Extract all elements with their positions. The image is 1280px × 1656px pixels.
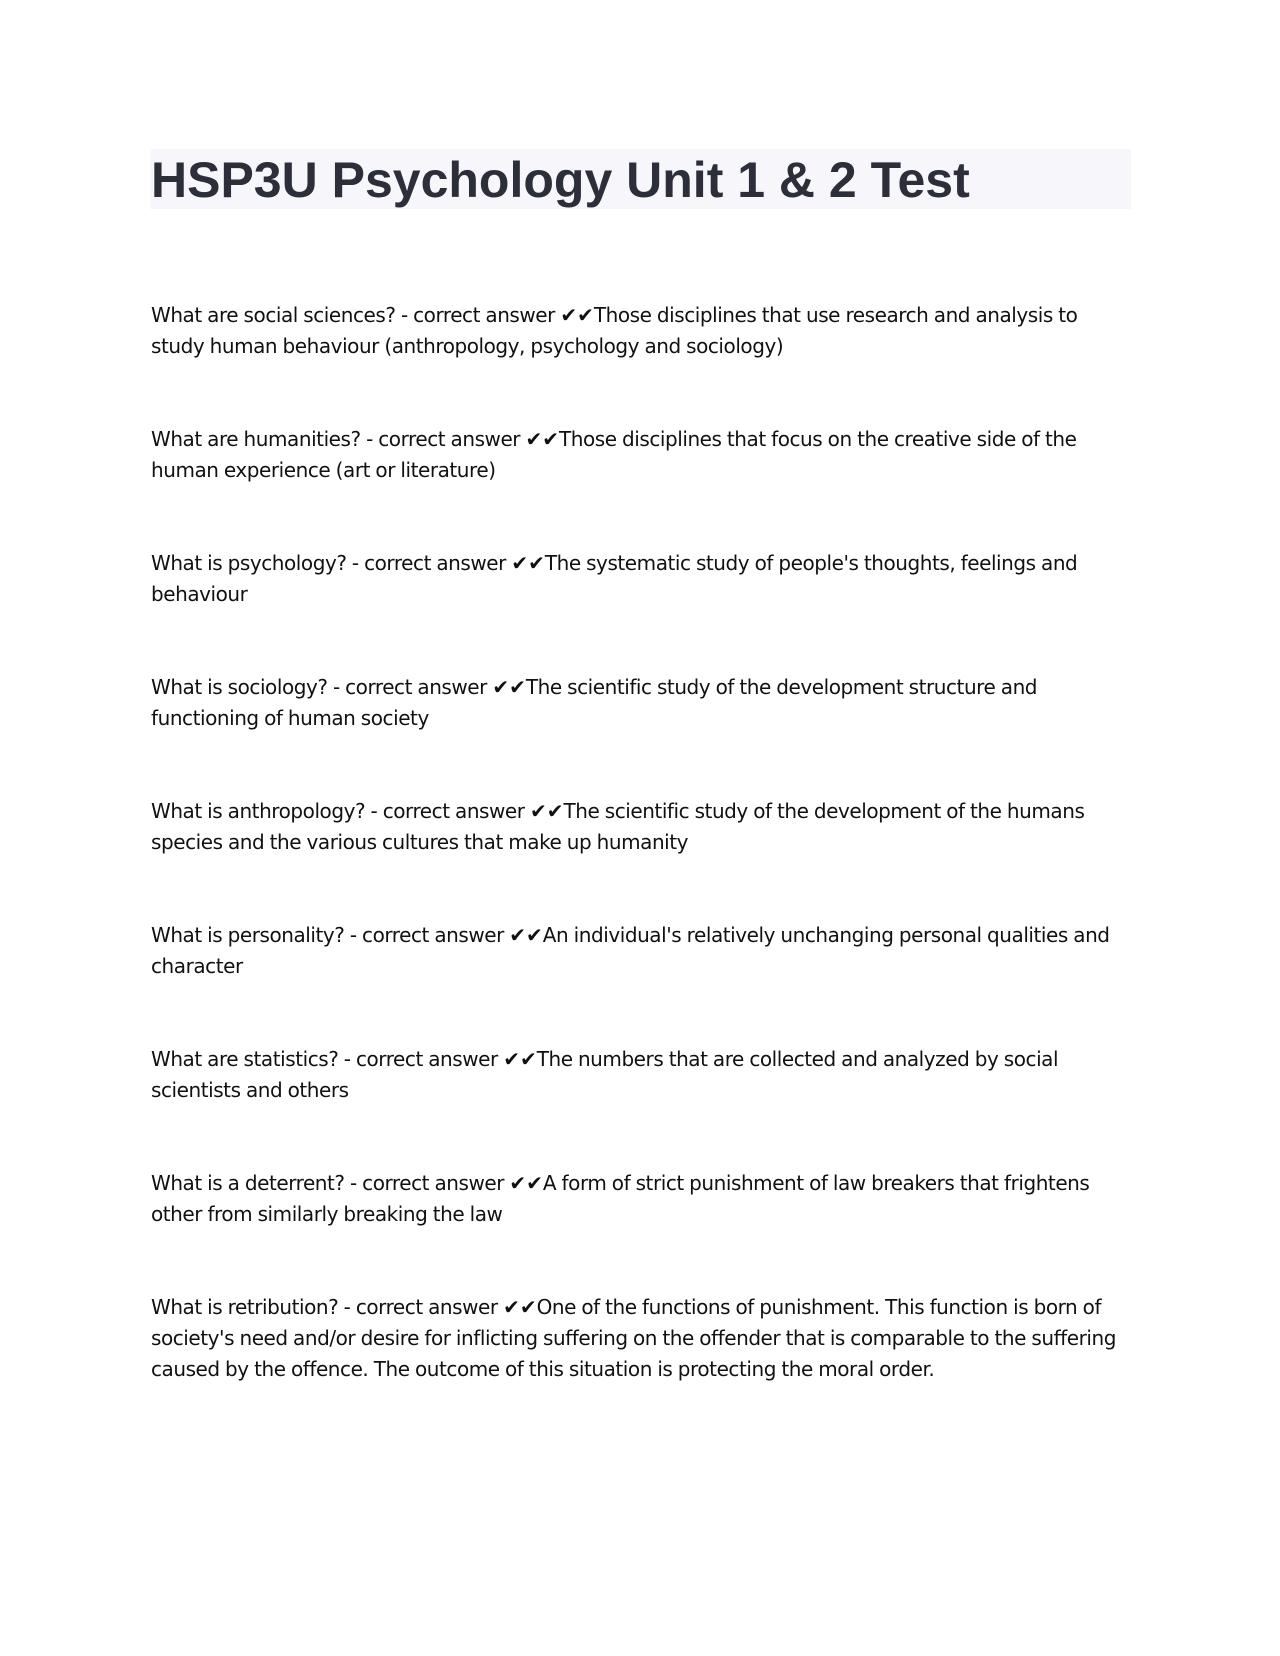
check-marks-icon: ✔✔ [525, 427, 559, 451]
check-marks-icon: ✔✔ [511, 551, 545, 575]
answer: Those disciplines that use research and analysis to study human behaviour (anthropology, psychology and sociology) [151, 303, 1078, 358]
question: What is anthropology? [151, 799, 366, 823]
answer-separator: - correct answer [346, 551, 512, 575]
question: What is a deterrent? [151, 1171, 345, 1195]
qa-item [151, 920, 1136, 982]
qa-list [151, 300, 1136, 1447]
check-marks-icon: ✔✔ [509, 1171, 543, 1195]
answer: The systematic study of people's thoughts, feelings and behaviour [151, 551, 1078, 606]
answer-separator: - correct answer [395, 303, 561, 327]
qa-item [151, 300, 1136, 362]
answer: The scientific study of the development structure and functioning of human society [151, 675, 1038, 730]
answer-separator: - correct answer [338, 1047, 504, 1071]
qa-item [151, 796, 1136, 858]
answer-separator: - correct answer [360, 427, 526, 451]
question: What is sociology? [151, 675, 328, 699]
answer: An individual's relatively unchanging personal qualities and character [151, 923, 1110, 978]
question: What are humanities? [151, 427, 361, 451]
qa-item [151, 424, 1136, 486]
check-marks-icon: ✔✔ [503, 1047, 537, 1071]
check-marks-icon: ✔✔ [529, 799, 564, 823]
question: What is retribution? [151, 1295, 339, 1319]
qa-item [151, 672, 1136, 734]
answer: One of the functions of punishment. This function is born of society's need and/or desire for inflicting suffering on the offender that is comparable to the suffering caused by the offence. The outcome of this situation is protecting the moral order. [151, 1295, 1116, 1381]
answer-separator: - correct answer [365, 799, 530, 823]
question: What are statistics? [151, 1047, 339, 1071]
page-title: HSP3U Psychology Unit 1 & 2 Test [151, 152, 970, 208]
answer-separator: - correct answer [327, 675, 493, 699]
check-marks-icon: ✔✔ [560, 303, 594, 327]
qa-item [151, 1168, 1136, 1230]
answer: The numbers that are collected and analyzed by social scientists and others [151, 1047, 1059, 1102]
answer-separator: - correct answer [344, 1171, 510, 1195]
answer: The scientific study of the development of the humans species and the various cultures that make up humanity [151, 799, 1085, 854]
answer-separator: - correct answer [338, 1295, 504, 1319]
question: What is psychology? [151, 551, 347, 575]
answer-separator: - correct answer [344, 923, 510, 947]
check-marks-icon: ✔✔ [509, 923, 543, 947]
qa-item [151, 1292, 1136, 1385]
answer: A form of strict punishment of law breakers that frightens other from similarly breaking the law [151, 1171, 1090, 1226]
question: What are social sciences? [151, 303, 396, 327]
check-marks-icon: ✔✔ [492, 675, 526, 699]
qa-item [151, 548, 1136, 610]
check-marks-icon: ✔✔ [503, 1295, 537, 1319]
qa-item [151, 1044, 1136, 1106]
answer: Those disciplines that focus on the creative side of the human experience (art or literature) [151, 427, 1077, 482]
question: What is personality? [151, 923, 345, 947]
